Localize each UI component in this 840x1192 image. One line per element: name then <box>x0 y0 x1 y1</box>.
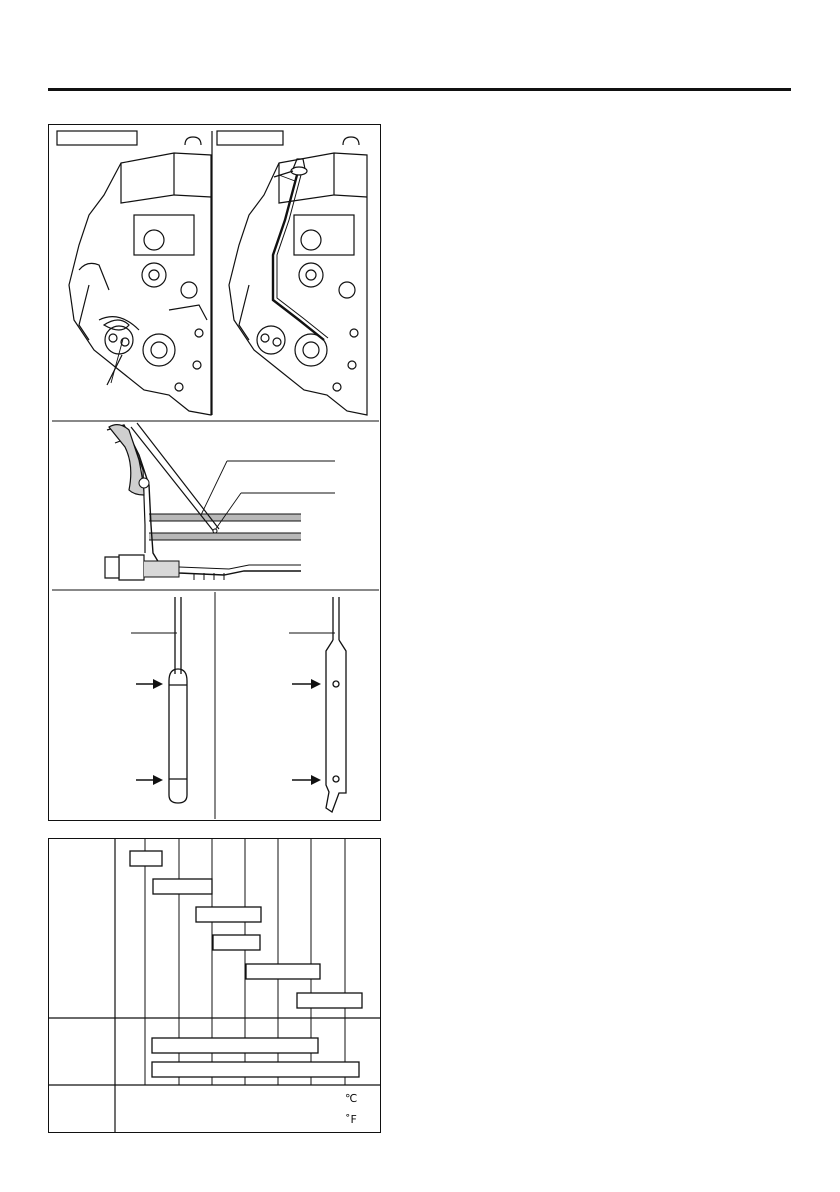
range-bar <box>213 935 260 950</box>
engine-illustration-right <box>229 137 367 415</box>
label-box <box>57 131 137 145</box>
unit-fahrenheit: ˚F <box>345 1113 357 1126</box>
arrow-icon <box>292 775 321 785</box>
dipstick-round <box>131 597 187 803</box>
arrow-icon <box>136 775 163 785</box>
range-bar <box>130 851 162 866</box>
leader-line <box>279 175 295 181</box>
leader-line <box>111 339 123 383</box>
figure-panel <box>48 124 381 821</box>
range-bar <box>152 1038 318 1053</box>
range-bar <box>153 879 212 894</box>
arrow-icon <box>292 679 321 689</box>
range-bar <box>152 1062 359 1077</box>
oil-sump-section <box>105 423 335 580</box>
arrow-icon <box>136 679 163 689</box>
range-bar <box>246 964 320 979</box>
label-box <box>217 131 283 145</box>
header-rule <box>48 88 791 91</box>
range-bar <box>297 993 362 1008</box>
unit-celsius: ℃ <box>345 1092 358 1105</box>
engine-illustration-left <box>69 137 211 415</box>
temperature-chart-panel <box>48 838 381 1133</box>
range-bar <box>196 907 261 922</box>
